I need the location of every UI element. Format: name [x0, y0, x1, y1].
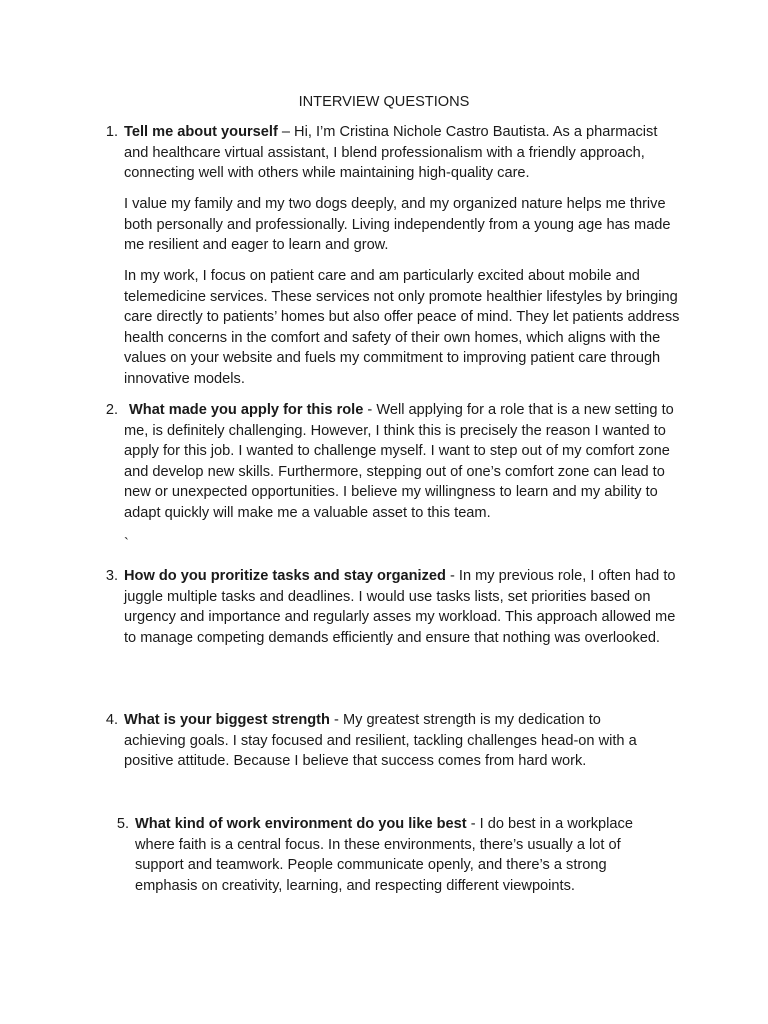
question-2 [124, 400, 682, 523]
question-4-answer-1: My greatest strength is my dedication to achieving goals. I stay focused and resilient, tackling challenges head-on with a positive attitude. Because I believe that success comes from hard work. [124, 712, 637, 769]
question-3-paragraph-1 [124, 566, 682, 648]
question-2-paragraph-1 [124, 400, 682, 523]
question-3-separator: - [445, 568, 459, 584]
question-5-number: 5. [116, 816, 129, 832]
question-1-number: 1. [105, 124, 118, 140]
question-2-heading: What made you apply for this role [129, 402, 364, 418]
question-4-separator: - [329, 712, 343, 728]
question-4-number: 4. [105, 712, 118, 728]
question-1-separator: – [277, 124, 295, 140]
question-4-paragraph-1 [124, 710, 660, 772]
question-1-answer-1: Hi, I’m Cristina Nichole Castro Bautista. As a pharmacist and healthcare virtual assistant, I blend professionalism with a friendly approach, connecting well with others while maintaining high-quality care. [124, 124, 658, 181]
question-5-answer-1: I do best in a workplace where faith is a central focus. In these environments, there’s usually a lot of support and teamwork. People communicate openly, and there’s a strong emphasis on creativity, learning, and respecting different viewpoints. [135, 816, 633, 894]
question-5 [135, 814, 655, 896]
question-3 [124, 566, 682, 648]
question-1-heading: Tell me about yourself [124, 124, 278, 140]
question-2-answer-1: Well applying for a role that is a new setting to me, is definitely challenging. However, I think this is precisely the reason I wanted to apply for this job. I wanted to challenge myself. I want to step out of my comfort zone and develop new skills. Furthermore, stepping out of one’s comfort zone can lead to new or unexpected opportunities. I believe my willingness to learn and my ability to adapt quickly will make me a valuable asset to this team. [124, 402, 674, 521]
question-1-paragraph-3: In my work, I focus on patient care and am particularly excited about mobile and telemedicine services. These services not only promote healthier lifestyles by bringing care directly to patients’ homes but also offer peace of mind. They let patients address health concerns in the comfort and safety of their own homes, which aligns with the values on your website and fuels my commitment to improving patient care through innovative models. [124, 268, 680, 387]
question-2-separator: - [363, 402, 377, 418]
question-5-paragraph-1 [135, 814, 655, 896]
question-4-heading: What is your biggest strength [124, 712, 330, 728]
question-3-number: 3. [105, 568, 118, 584]
question-3-heading: How do you proritize tasks and stay organized [124, 568, 446, 584]
question-2-number: 2. [105, 402, 118, 418]
question-5-separator: - [466, 816, 480, 832]
question-4 [124, 710, 660, 772]
question-1-paragraph-2: I value my family and my two dogs deeply, and my organized nature helps me thrive both personally and professionally. Living independently from a young age has made me resilient and eager to learn and grow. [124, 196, 671, 253]
stray-backtick: ` [124, 536, 129, 552]
question-3-answer-1: In my previous role, I often had to juggle multiple tasks and deadlines. I would use tasks lists, set priorities based on urgency and importance and regularly asses my workload. This approach allowed me to manage competing demands efficiently and ensure that nothing was overlooked. [124, 568, 676, 646]
question-1-paragraph-1 [124, 122, 680, 184]
question-1 [124, 122, 680, 389]
page-title: INTERVIEW QUESTIONS [298, 94, 470, 110]
question-5-heading: What kind of work environment do you like best [135, 816, 467, 832]
